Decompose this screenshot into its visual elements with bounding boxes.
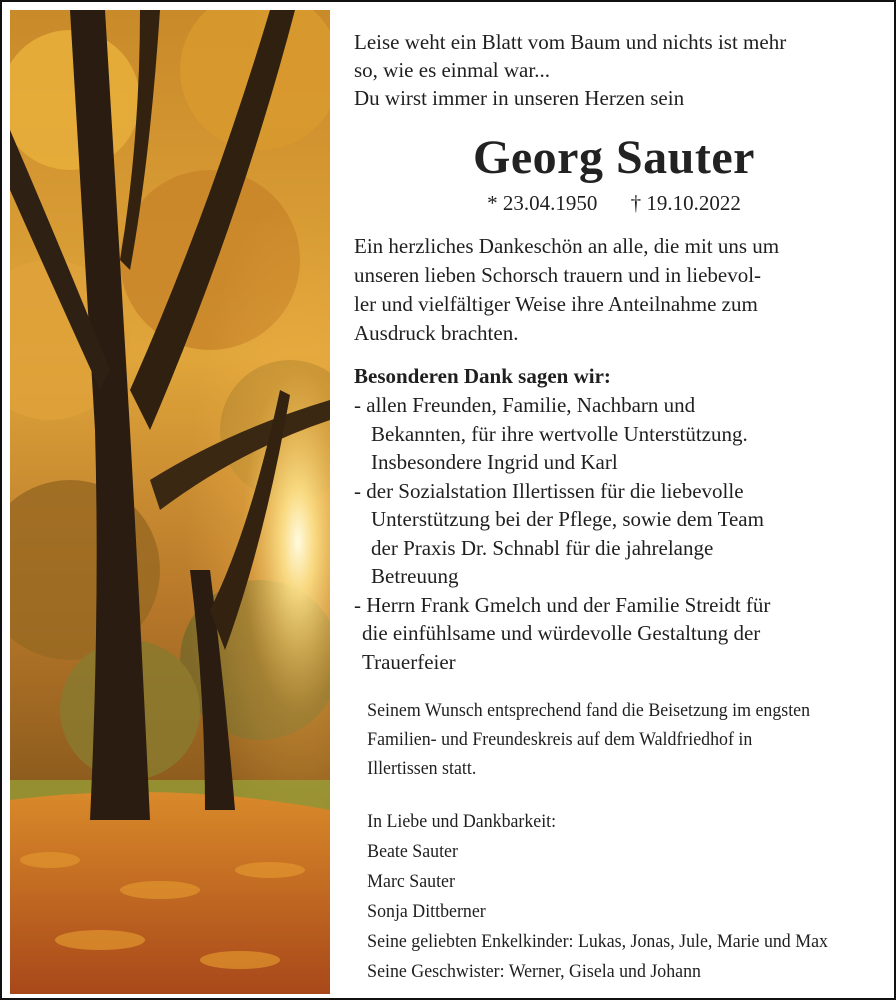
special-thanks-line: der Praxis Dr. Schnabl für die jahrelange xyxy=(371,535,714,560)
thanks-line: Ausdruck brachten. xyxy=(354,321,519,345)
verse-line: Du wirst immer in unseren Herzen sein xyxy=(354,86,685,110)
signature-line: Marc Sauter xyxy=(367,871,455,892)
special-thanks-line: - Herrn Frank Gmelch und der Familie Streidt für xyxy=(354,592,771,617)
burial-line: Familien- und Freundeskreis auf dem Waldfriedhof in xyxy=(367,729,753,750)
special-thanks-line: Unterstützung bei der Pflege, sowie dem Team xyxy=(371,507,764,531)
signature-line: Sonja Dittberner xyxy=(367,901,486,922)
special-thanks-line: Trauerfeier xyxy=(362,649,456,674)
thanks-line: unseren lieben Schorsch trauern und in liebevol- xyxy=(354,263,762,287)
signature-line: Seine Geschwister: Werner, Gisela und Johann xyxy=(367,961,701,982)
thanks-line: ler und vielfältiger Weise ihre Anteilnahme zum xyxy=(354,292,758,316)
life-dates xyxy=(354,190,874,216)
thanks-paragraph xyxy=(354,232,874,348)
signature-line: Beate Sauter xyxy=(367,841,458,862)
autumn-tree-photo xyxy=(10,10,330,994)
verse-line: so, wie es einmal war... xyxy=(354,58,550,82)
special-thanks-line: - allen Freunden, Familie, Nachbarn und xyxy=(354,393,696,417)
burial-line: Seinem Wunsch entsprechend fand die Beisetzung im engsten xyxy=(367,700,811,721)
special-thanks-line: Insbesondere Ingrid und Karl xyxy=(371,450,618,474)
special-thanks-line: Bekannten, für ihre wertvolle Unterstützung. xyxy=(371,421,748,446)
obituary-text xyxy=(354,28,874,987)
verse-line: Leise weht ein Blatt vom Baum und nichts ist mehr xyxy=(354,30,787,54)
special-thanks-line: - der Sozialstation Illertissen für die liebevolle xyxy=(354,478,744,503)
death-date: † 19.10.2022 xyxy=(630,191,741,215)
deceased-name: Georg Sauter xyxy=(473,131,755,184)
signature-line: In Liebe und Dankbarkeit: xyxy=(367,811,557,832)
burial-line: Illertissen statt. xyxy=(367,758,477,779)
special-thanks-line: Betreuung xyxy=(371,564,459,588)
signature-line: Seine geliebten Enkelkinder: Lukas, Jonas, Jule, Marie und Max xyxy=(367,931,828,952)
thanks-line: Ein herzliches Dankeschön an alle, die mit uns um xyxy=(354,234,780,258)
special-thanks-heading: Besonderen Dank sagen wir: xyxy=(354,364,611,388)
birth-date: * 23.04.1950 xyxy=(487,191,598,215)
special-thanks-line: die einfühlsame und würdevolle Gestaltung der xyxy=(362,621,761,645)
